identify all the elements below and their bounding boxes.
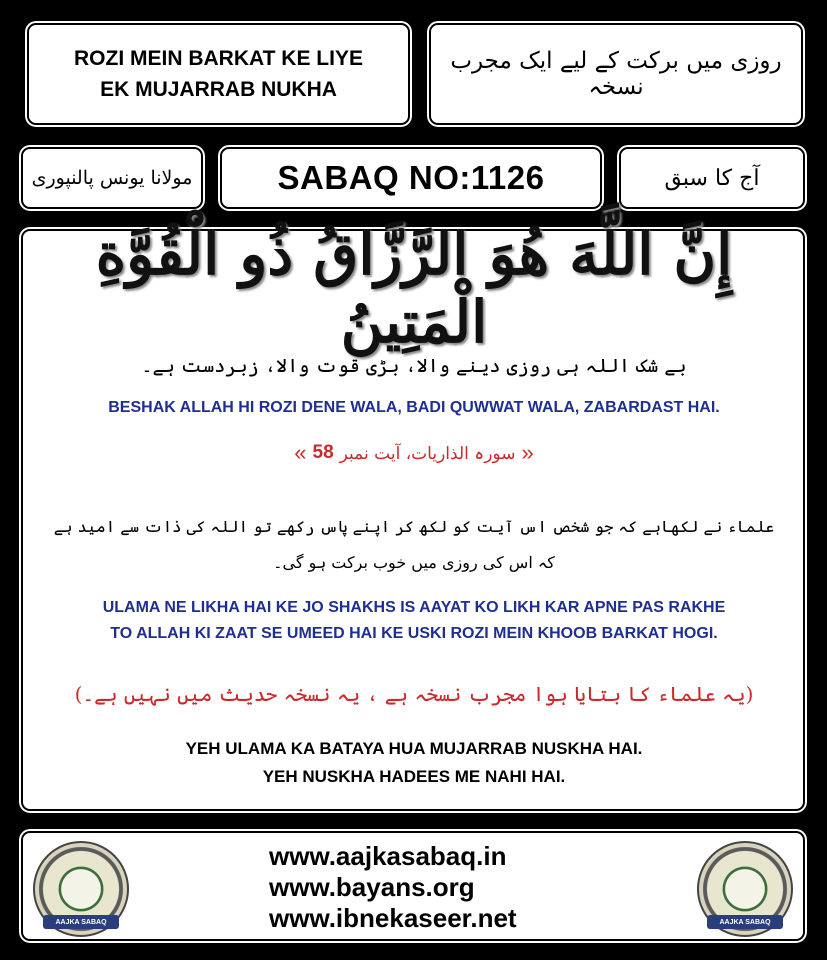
title-en-line2: EK MUJARRAB NUKHA xyxy=(100,78,337,101)
left-seal-logo xyxy=(33,841,129,937)
disclaimer-ur: (یہ علماء کا بتایا ہوا مجرب نسخہ ہے ، یہ نسخہ حدیث میں نہیں ہے۔) xyxy=(74,682,754,706)
title-ur-box xyxy=(424,18,808,130)
surah-number: 58 xyxy=(312,442,334,463)
aaj-ka-sabaq: آج کا سبق xyxy=(664,165,760,191)
right-seal-text: AAJKA SABAQ xyxy=(707,915,783,929)
link-ibnekaseer[interactable]: www.ibnekaseer.net xyxy=(269,903,517,933)
translation-ur: بے شک اللہ ہی روزی دینے والا، بڑی قوت والا، زبردست ہے۔ xyxy=(141,355,687,377)
author-name: مولانا یونس پالنپوری xyxy=(31,167,193,189)
author-box xyxy=(16,142,208,214)
main-content-box xyxy=(16,220,810,816)
note-ur-line2: کہ اس کی روزی میں خوب برکت ہو گی۔ xyxy=(273,553,555,572)
surah-reference xyxy=(29,435,799,471)
disclaimer-en-line1: YEH ULAMA KA BATAYA HUA MUJARRAB NUSKHA HAI. xyxy=(185,739,643,758)
link-aajkasabaq[interactable]: www.aajkasabaq.in xyxy=(269,841,507,871)
link-bayans[interactable]: www.bayans.org xyxy=(269,872,475,902)
note-ur-line1: علماء نے لکھاہے کہ جو شخص اس آیت کو لکھ کر اپنے پاس رکھے تو اللہ کی ذات سے امید ہے xyxy=(53,517,775,536)
right-seal-logo xyxy=(697,841,793,937)
title-ur: روزی میں برکت کے لیے ایک مجرب نسخہ xyxy=(450,48,782,100)
ornament-right-icon: » xyxy=(521,440,534,465)
footer-box xyxy=(16,826,810,946)
disclaimer-en-line2: YEH NUSKHA HADEES ME NAHI HAI. xyxy=(262,767,566,786)
surah-name: سورہ الذاریات، آیت نمبر xyxy=(339,443,516,464)
arabic-verse: إِنَّ اللَّهَ هُوَ الرَّزَّاقُ ذُو الْقُوَّةِ الْمَتِينُ xyxy=(95,220,733,356)
title-en-box xyxy=(22,18,415,130)
ornament-left-icon: « xyxy=(294,440,307,465)
sabaq-number: SABAQ NO:1126 xyxy=(277,159,545,196)
left-seal-text: AAJKA SABAQ xyxy=(43,915,119,929)
note-en-line2: TO ALLAH KI ZAAT SE UMEED HAI KE USKI ROZI MEIN KHOOB BARKAT HOGI. xyxy=(110,625,718,642)
footer-links xyxy=(269,841,569,934)
aaj-ka-sabaq-box xyxy=(614,142,810,214)
title-en-line1: ROZI MEIN BARKAT KE LIYE xyxy=(74,47,363,70)
translation-en: BESHAK ALLAH HI ROZI DENE WALA, BADI QUWWAT WALA, ZABARDAST HAI. xyxy=(108,399,720,416)
sabaq-box xyxy=(215,142,607,214)
note-en-line1: ULAMA NE LIKHA HAI KE JO SHAKHS IS AAYAT KO LIKH KAR APNE PAS RAKHE xyxy=(102,599,726,616)
